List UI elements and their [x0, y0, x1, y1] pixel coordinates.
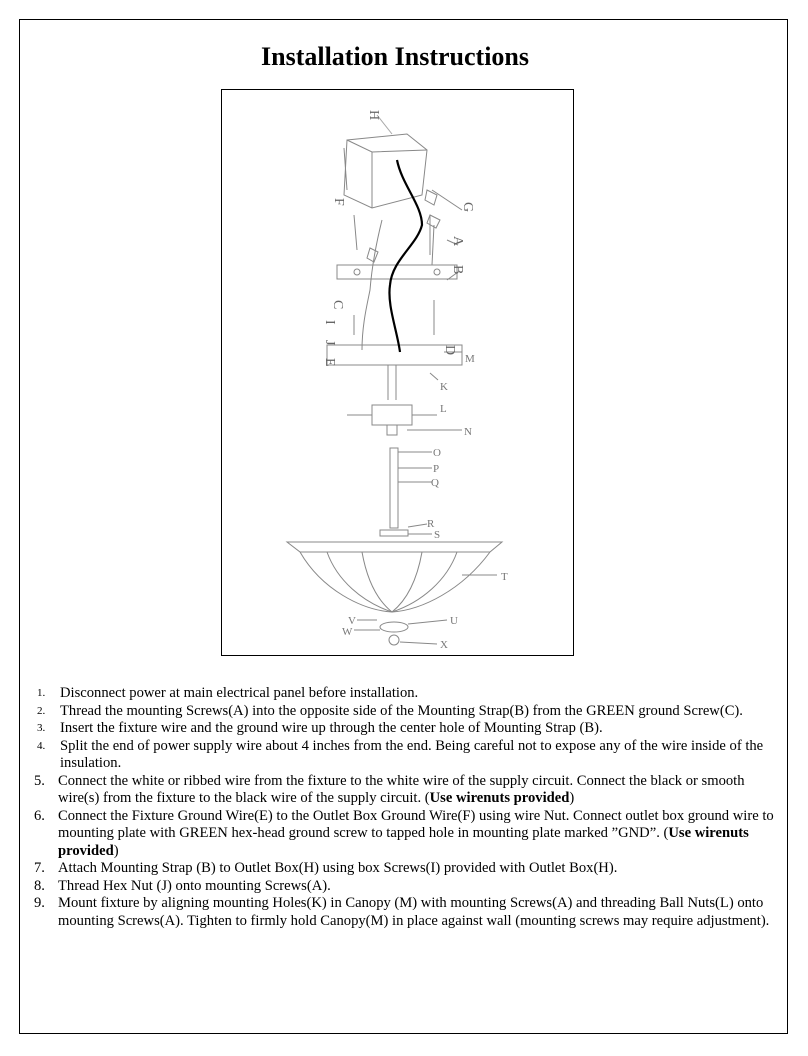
label-h: H [366, 110, 381, 121]
label-n: N [464, 426, 472, 438]
step-number: 4. [37, 739, 46, 752]
step-text: Mount fixture by aligning mounting Holes(K) in Canopy (M) with mounting Screws(A) and threading Ball Nuts(L) onto mounting Screws(A). Tighten to firmly hold Canopy(M) in place against wall (mounting screws may require adjustment). [58, 895, 770, 929]
list-item [30, 808, 780, 861]
step-number: 8. [34, 877, 45, 894]
step-text: Split the end of power supply wire about 4 inches from the end. Being careful not to expose any of the wire inside of the insulation. [60, 737, 764, 771]
label-r: R [427, 518, 435, 530]
label-o: O [433, 447, 441, 459]
label-a: A [450, 236, 465, 247]
list-item [30, 738, 780, 773]
list-item [30, 895, 780, 930]
step-text: Connect the Fixture Ground Wire(E) to the Outlet Box Ground Wire(F) using wire Nut. Connect outlet box ground wire to mounting plate with GREEN hex-head ground screw to tapped hole in mounting plate marked ”GND”. (Use wirenuts provided) [58, 807, 774, 859]
step-number: 6. [34, 807, 45, 824]
label-m: M [465, 353, 475, 365]
diagram-drawing [222, 90, 575, 657]
label-p: P [433, 463, 440, 475]
list-item [30, 685, 780, 703]
label-w: W [342, 626, 353, 638]
label-l: L [440, 403, 447, 415]
label-v: V [348, 615, 356, 627]
page-title: Installation Instructions [261, 42, 529, 71]
list-item [30, 773, 780, 808]
box-screw-left [354, 215, 357, 250]
label-t: T [501, 571, 508, 583]
label-e: E [322, 358, 337, 367]
coupling [372, 405, 412, 425]
label-x: X [440, 639, 448, 651]
label-s: S [434, 529, 441, 541]
label-g: G [460, 202, 475, 213]
step-text: Disconnect power at main electrical panel before installation. [60, 685, 419, 701]
step-text: Thread the mounting Screws(A) into the opposite side of the Mounting Strap(B) from the GREEN ground Screw(C). [60, 702, 743, 719]
list-item [30, 860, 780, 878]
label-q: Q [431, 477, 439, 489]
canopy [327, 345, 462, 365]
step-number: 3. [37, 722, 46, 734]
instruction-list [30, 685, 780, 930]
label-u: U [450, 615, 458, 627]
step-number: 5. [34, 772, 45, 789]
step-number: 2. [37, 704, 46, 717]
label-c: C [330, 300, 345, 310]
label-b: B [450, 265, 465, 275]
list-item [30, 720, 780, 738]
label-k: K [440, 381, 448, 393]
fixture-wire [389, 160, 422, 352]
step-text: Attach Mounting Strap (B) to Outlet Box(H) using box Screws(I) provided with Outlet Box(H). [58, 860, 618, 876]
bold-note: Use wirenuts provided [58, 825, 749, 859]
list-item [30, 878, 780, 896]
exploded-diagram [221, 89, 574, 656]
threaded-rod [390, 448, 398, 528]
step-text: Thread Hex Nut (J) onto mounting Screws(A). [58, 877, 331, 894]
mounting-strap [337, 265, 457, 279]
bold-note: Use wirenuts provided [429, 790, 570, 806]
step-text: Insert the fixture wire and the ground wire up through the center hole of Mounting Strap (B). [60, 720, 603, 736]
step-number: 7. [34, 860, 45, 876]
ground-wire [362, 220, 382, 350]
step-number: 1. [37, 687, 46, 699]
label-d: D [442, 345, 457, 356]
label-i: I [322, 320, 337, 325]
step-text: Connect the white or ribbed wire from the fixture to the white wire of the supply circuit. Connect the black or smooth wire(s) from the fixture to the black wire of the supply circuit. (Use wirenuts provided) [58, 772, 745, 806]
label-f: F [331, 198, 346, 206]
label-j: J [322, 340, 337, 346]
list-item [30, 703, 780, 721]
step-number: 9. [34, 895, 45, 911]
outlet-box [344, 134, 427, 208]
